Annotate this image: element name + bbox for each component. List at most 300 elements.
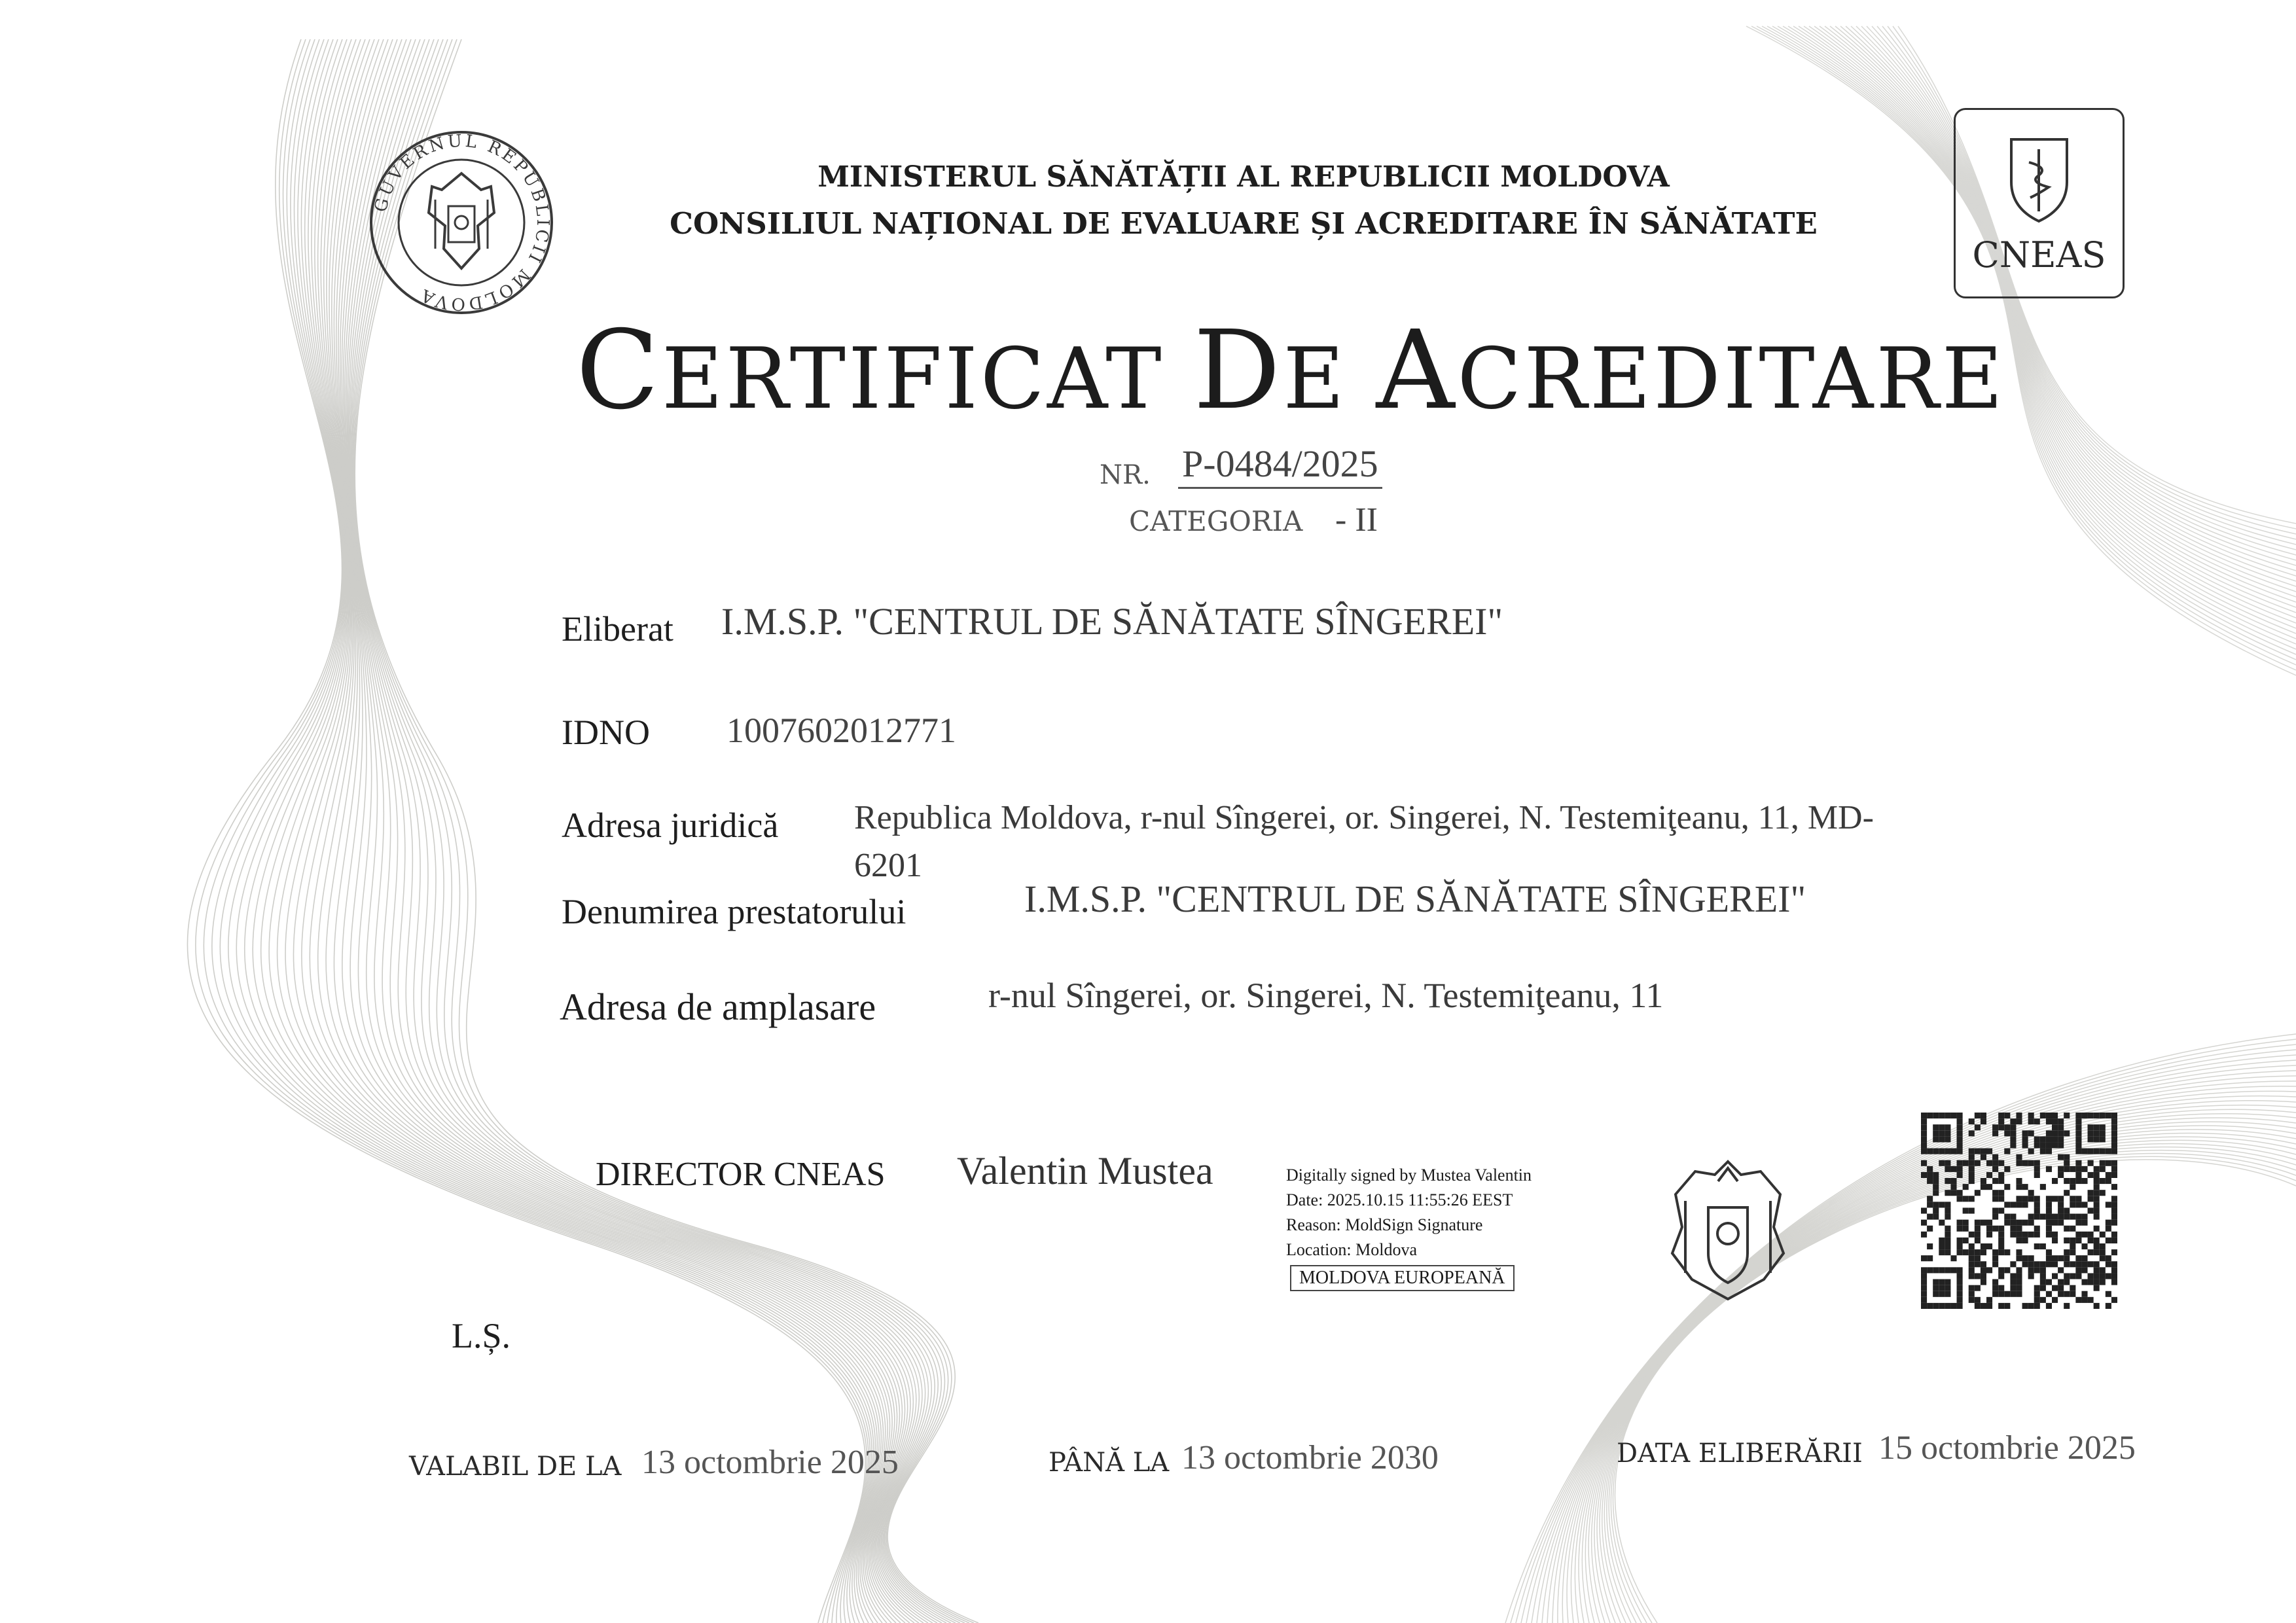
qr-module	[1950, 1267, 1956, 1273]
qr-module	[2040, 1267, 2046, 1273]
qr-module	[2070, 1243, 2075, 1249]
qr-module	[1933, 1285, 1939, 1291]
qr-module	[2040, 1214, 2046, 1220]
qr-module	[1957, 1285, 1963, 1291]
qr-module	[2094, 1178, 2100, 1184]
government-seal-icon	[367, 128, 556, 317]
qr-module	[1933, 1149, 1939, 1154]
qr-module	[1992, 1124, 1998, 1130]
qr-module	[1969, 1130, 1975, 1136]
qr-module	[1969, 1118, 1975, 1124]
qr-module	[2022, 1232, 2028, 1238]
qr-module	[1950, 1303, 1956, 1309]
qr-module	[2010, 1273, 2016, 1279]
qr-module	[2028, 1160, 2034, 1166]
qr-module	[1957, 1190, 1963, 1196]
qr-module	[2111, 1297, 2117, 1303]
qr-module	[1998, 1172, 2004, 1178]
qr-module	[1957, 1243, 1963, 1249]
qr-module	[2034, 1226, 2040, 1232]
eliberat-value: I.M.S.P. "CENTRUL DE SĂNĂTATE SÎNGEREI"	[721, 600, 1503, 643]
qr-module	[2094, 1243, 2100, 1249]
qr-module	[1939, 1303, 1945, 1309]
qr-module	[1921, 1220, 1927, 1226]
qr-module	[1975, 1160, 1981, 1166]
qr-module	[2075, 1220, 2081, 1226]
qr-module	[2058, 1130, 2064, 1136]
qr-module	[1957, 1142, 1963, 1148]
qr-module	[1975, 1238, 1981, 1243]
qr-module	[1998, 1303, 2004, 1309]
qr-module	[2034, 1232, 2040, 1238]
qr-module	[2094, 1172, 2100, 1178]
qr-module	[2064, 1113, 2070, 1118]
qr-module	[2058, 1166, 2064, 1172]
qr-module	[2058, 1118, 2064, 1124]
qr-module	[2070, 1261, 2075, 1267]
qr-module	[2094, 1196, 2100, 1202]
qr-module	[1927, 1202, 1933, 1207]
adresa-juridica-value-line2: 6201	[854, 847, 922, 884]
qr-module	[1969, 1285, 1975, 1291]
qr-module	[1933, 1178, 1939, 1184]
qr-module	[2046, 1255, 2052, 1261]
qr-module	[1992, 1190, 1998, 1196]
qr-module	[1939, 1238, 1945, 1243]
qr-module	[2111, 1238, 2117, 1243]
qr-module	[1921, 1255, 1927, 1261]
qr-module	[2088, 1261, 2094, 1267]
qr-module	[2022, 1220, 2028, 1226]
qr-module	[1969, 1196, 1975, 1202]
qr-module	[2064, 1178, 2070, 1184]
cneas-logo-icon	[1956, 110, 2123, 234]
qr-module	[2010, 1220, 2016, 1226]
qr-module	[2058, 1124, 2064, 1130]
qr-module	[2070, 1178, 2075, 1184]
qr-module	[1969, 1172, 1975, 1178]
qr-module	[2064, 1154, 2070, 1160]
qr-module	[1939, 1113, 1945, 1118]
qr-module	[1927, 1255, 1933, 1261]
qr-module	[2064, 1207, 2070, 1213]
qr-module	[1992, 1166, 1998, 1172]
qr-module	[2111, 1220, 2117, 1226]
qr-module	[2058, 1291, 2064, 1297]
qr-module	[2016, 1285, 2022, 1291]
qr-module	[2088, 1124, 2094, 1130]
qr-module	[1921, 1113, 1927, 1118]
qr-module	[2081, 1149, 2087, 1154]
qr-module	[1939, 1267, 1945, 1273]
qr-module	[2064, 1214, 2070, 1220]
qr-module	[2022, 1184, 2028, 1190]
qr-module	[2111, 1214, 2117, 1220]
qr-module	[1933, 1172, 1939, 1178]
qr-module	[2100, 1113, 2106, 1118]
qr-module	[1998, 1160, 2004, 1166]
qr-module	[2052, 1178, 2058, 1184]
idno-label: IDNO	[562, 713, 650, 752]
qr-module	[2100, 1255, 2106, 1261]
qr-module	[2088, 1207, 2094, 1213]
qr-module	[1927, 1214, 1933, 1220]
qr-module	[1957, 1220, 1963, 1226]
qr-module	[1921, 1130, 1927, 1136]
qr-module	[1998, 1226, 2004, 1232]
qr-module	[2070, 1226, 2075, 1232]
qr-module	[2046, 1202, 2052, 1207]
qr-module	[2088, 1196, 2094, 1202]
qr-module	[2100, 1190, 2106, 1196]
qr-module	[1969, 1267, 1975, 1273]
qr-module	[2094, 1226, 2100, 1232]
qr-module	[2022, 1202, 2028, 1207]
qr-module	[2106, 1261, 2111, 1267]
qr-module	[2100, 1243, 2106, 1249]
qr-module	[1950, 1149, 1956, 1154]
qr-module	[1986, 1232, 1992, 1238]
qr-module	[1981, 1273, 1986, 1279]
qr-module	[2075, 1178, 2081, 1184]
qr-module	[2016, 1273, 2022, 1279]
qr-module	[1963, 1184, 1969, 1190]
qr-module	[2034, 1202, 2040, 1207]
qr-module	[2052, 1232, 2058, 1238]
qr-module	[2106, 1160, 2111, 1166]
qr-module	[2075, 1136, 2081, 1142]
qr-module	[2028, 1273, 2034, 1279]
qr-module	[2052, 1130, 2058, 1136]
qr-module	[2034, 1136, 2040, 1142]
qr-module	[2094, 1303, 2100, 1309]
qr-module	[2010, 1261, 2016, 1267]
qr-module	[1957, 1273, 1963, 1279]
qr-module	[2058, 1255, 2064, 1261]
qr-module	[2010, 1285, 2016, 1291]
qr-module	[2111, 1149, 2117, 1154]
qr-module	[2034, 1118, 2040, 1124]
qr-module	[1998, 1285, 2004, 1291]
qr-module	[2111, 1142, 2117, 1148]
qr-module	[1998, 1249, 2004, 1255]
qr-module	[2052, 1196, 2058, 1202]
qr-module	[1921, 1142, 1927, 1148]
qr-module	[2075, 1267, 2081, 1273]
qr-module	[2100, 1136, 2106, 1142]
qr-module	[1921, 1232, 1927, 1238]
qr-module	[2106, 1255, 2111, 1261]
qr-module	[2088, 1232, 2094, 1238]
digital-signature-block	[1286, 1163, 1532, 1291]
qr-module	[1950, 1113, 1956, 1118]
qr-module	[2100, 1166, 2106, 1172]
guilloche-line	[1521, 1050, 2296, 1623]
qr-module	[2064, 1255, 2070, 1261]
qr-module	[2094, 1261, 2100, 1267]
qr-module	[2040, 1297, 2046, 1303]
issued-value: 15 octombrie 2025	[1878, 1429, 2136, 1467]
qr-module	[2075, 1196, 2081, 1202]
government-seal	[367, 128, 556, 317]
qr-module	[1957, 1279, 1963, 1285]
qr-module	[2111, 1136, 2117, 1142]
qr-module	[2058, 1207, 2064, 1213]
qr-module	[2094, 1124, 2100, 1130]
qr-module	[2081, 1166, 2087, 1172]
qr-module	[2100, 1232, 2106, 1238]
valid-to-value: 13 octombrie 2030	[1181, 1439, 1439, 1476]
cneas-logo	[1954, 108, 2125, 298]
qr-module	[1998, 1243, 2004, 1249]
qr-module	[2040, 1136, 2046, 1142]
qr-module	[2081, 1232, 2087, 1238]
qr-module	[2081, 1243, 2087, 1249]
qr-module	[2064, 1303, 2070, 1309]
qr-module	[2094, 1190, 2100, 1196]
qr-module	[2075, 1166, 2081, 1172]
qr-module	[1992, 1207, 1998, 1213]
qr-module	[2094, 1130, 2100, 1136]
qr-module	[1927, 1149, 1933, 1154]
qr-module	[2016, 1178, 2022, 1184]
qr-module	[2064, 1273, 2070, 1279]
qr-module	[2111, 1273, 2117, 1279]
qr-module	[1998, 1178, 2004, 1184]
qr-module	[1992, 1261, 1998, 1267]
qr-module	[2111, 1118, 2117, 1124]
qr-module	[2058, 1285, 2064, 1291]
qr-module	[2100, 1130, 2106, 1136]
qr-module	[2070, 1184, 2075, 1190]
qr-module	[1957, 1267, 1963, 1273]
qr-module	[2004, 1113, 2010, 1118]
qr-module	[2081, 1113, 2087, 1118]
qr-module	[1945, 1279, 1950, 1285]
qr-module	[2100, 1267, 2106, 1273]
qr-module	[1927, 1166, 1933, 1172]
qr-module	[1992, 1226, 1998, 1232]
qr-module	[1981, 1267, 1986, 1273]
qr-module	[1998, 1273, 2004, 1279]
qr-module	[1933, 1207, 1939, 1213]
qr-module	[2016, 1232, 2022, 1238]
qr-module	[2106, 1226, 2111, 1232]
qr-module	[2004, 1149, 2010, 1154]
qr-module	[2046, 1261, 2052, 1267]
qr-module	[2016, 1196, 2022, 1202]
qr-module	[1927, 1178, 1933, 1184]
qr-module	[1969, 1273, 1975, 1279]
qr-module	[2010, 1226, 2016, 1232]
qr-module	[2058, 1214, 2064, 1220]
qr-module	[2100, 1178, 2106, 1184]
qr-module	[2022, 1196, 2028, 1202]
qr-module	[2004, 1303, 2010, 1309]
qr-module	[2034, 1160, 2040, 1166]
qr-module	[2016, 1160, 2022, 1166]
qr-module	[1981, 1220, 1986, 1226]
qr-module	[2010, 1130, 2016, 1136]
qr-module	[2016, 1154, 2022, 1160]
qr-module	[1927, 1196, 1933, 1202]
qr-module	[2081, 1220, 2087, 1226]
qr-module	[2075, 1172, 2081, 1178]
category-label: CATEGORIA	[1129, 505, 1303, 537]
qr-module	[2022, 1142, 2028, 1148]
qr-module	[2022, 1136, 2028, 1142]
qr-module	[2100, 1279, 2106, 1285]
qr-module	[2094, 1149, 2100, 1154]
signature-location: Location: Moldova	[1286, 1240, 1418, 1259]
qr-module	[2028, 1130, 2034, 1136]
qr-module	[1945, 1130, 1950, 1136]
qr-module	[2100, 1124, 2106, 1130]
qr-module	[2058, 1172, 2064, 1178]
qr-module	[2106, 1220, 2111, 1226]
qr-module	[2094, 1136, 2100, 1142]
qr-module	[1992, 1291, 1998, 1297]
qr-module	[1921, 1297, 1927, 1303]
valid-from-value: 13 octombrie 2025	[641, 1444, 899, 1481]
qr-module	[1998, 1124, 2004, 1130]
qr-module	[1939, 1202, 1945, 1207]
qr-module	[2034, 1166, 2040, 1172]
qr-module	[1975, 1261, 1981, 1267]
qr-module	[2111, 1232, 2117, 1238]
qr-module	[1986, 1243, 1992, 1249]
qr-module	[1957, 1130, 1963, 1136]
qr-module	[2094, 1285, 2100, 1291]
qr-module	[2064, 1190, 2070, 1196]
qr-module	[1939, 1149, 1945, 1154]
qr-module	[1927, 1226, 1933, 1232]
qr-module	[2040, 1279, 2046, 1285]
qr-module	[1986, 1297, 1992, 1303]
qr-module	[1921, 1124, 1927, 1130]
qr-module	[2040, 1142, 2046, 1148]
qr-module	[2028, 1220, 2034, 1226]
qr-module	[1998, 1238, 2004, 1243]
qr-module	[2075, 1124, 2081, 1130]
qr-module	[2106, 1172, 2111, 1178]
qr-module	[1945, 1214, 1950, 1220]
qr-module	[1975, 1124, 1981, 1130]
qr-module	[1963, 1160, 1969, 1166]
qr-module	[2075, 1214, 2081, 1220]
qr-module	[1986, 1226, 1992, 1232]
qr-module	[2016, 1220, 2022, 1226]
qr-module	[1957, 1291, 1963, 1297]
qr-module	[2070, 1196, 2075, 1202]
qr-module	[2046, 1249, 2052, 1255]
qr-module	[1933, 1202, 1939, 1207]
qr-module	[1921, 1149, 1927, 1154]
qr-module	[2111, 1196, 2117, 1202]
qr-module	[2075, 1273, 2081, 1279]
qr-module	[1950, 1178, 1956, 1184]
number-label: NR.	[1100, 460, 1151, 490]
certificate-title: CERTIFICAT DE ACREDITARE	[576, 308, 2005, 434]
guilloche-line	[1532, 1060, 2296, 1623]
qr-module	[2088, 1149, 2094, 1154]
qr-module	[1945, 1178, 1950, 1184]
qr-module	[1986, 1267, 1992, 1273]
qr-module	[2022, 1303, 2028, 1309]
qr-module	[1933, 1184, 1939, 1190]
qr-module	[2034, 1291, 2040, 1297]
qr-module	[2028, 1118, 2034, 1124]
qr-module	[2040, 1149, 2046, 1154]
qr-module	[1981, 1243, 1986, 1249]
qr-module	[2016, 1267, 2022, 1273]
qr-module	[1945, 1267, 1950, 1273]
qr-module	[2052, 1255, 2058, 1261]
qr-module	[2010, 1124, 2016, 1130]
qr-module	[1933, 1267, 1939, 1273]
qr-module	[2034, 1303, 2040, 1309]
qr-module	[2058, 1142, 2064, 1148]
svg-text:GUVERNUL REPUBLICII MOLDOVA: GUVERNUL REPUBLICII MOLDOVA	[370, 131, 553, 314]
qr-module	[1957, 1166, 1963, 1172]
adresa-juridica-label: Adresa juridică	[562, 806, 779, 845]
qr-module	[2016, 1291, 2022, 1297]
qr-module	[2004, 1214, 2010, 1220]
qr-module	[1945, 1232, 1950, 1238]
qr-module	[1969, 1166, 1975, 1172]
qr-module	[1992, 1160, 1998, 1166]
qr-module	[2052, 1273, 2058, 1279]
qr-module	[1950, 1255, 1956, 1261]
qr-module	[2106, 1291, 2111, 1297]
qr-module	[1945, 1160, 1950, 1166]
qr-module	[2016, 1113, 2022, 1118]
qr-module	[1945, 1190, 1950, 1196]
qr-module	[2100, 1160, 2106, 1166]
qr-module	[2075, 1130, 2081, 1136]
qr-module	[1957, 1113, 1963, 1118]
qr-module	[2111, 1172, 2117, 1178]
qr-module	[1969, 1149, 1975, 1154]
qr-module	[2046, 1207, 2052, 1213]
eliberat-label: Eliberat	[562, 609, 673, 649]
qr-module	[2088, 1113, 2094, 1118]
qr-module	[1992, 1214, 1998, 1220]
qr-module	[1933, 1291, 1939, 1297]
qr-module	[2111, 1124, 2117, 1130]
issued-label: DATA ELIBERĂRII	[1617, 1438, 1863, 1469]
qr-module	[1921, 1172, 1927, 1178]
valid-to-label: PÂNĂ LA	[1049, 1448, 1170, 1478]
qr-module	[2094, 1113, 2100, 1118]
qr-module	[2004, 1184, 2010, 1190]
guilloche-line	[1516, 1044, 2296, 1623]
qr-module	[2010, 1202, 2016, 1207]
qr-module	[2016, 1279, 2022, 1285]
qr-module	[2075, 1297, 2081, 1303]
qr-module	[2088, 1172, 2094, 1178]
qr-module	[2088, 1130, 2094, 1136]
qr-module	[2064, 1279, 2070, 1285]
qr-module	[1981, 1178, 1986, 1184]
qr-module	[1939, 1124, 1945, 1130]
qr-module	[2010, 1136, 2016, 1142]
qr-module	[2046, 1142, 2052, 1148]
qr-module	[1992, 1154, 1998, 1160]
qr-module	[1933, 1279, 1939, 1285]
qr-module	[1945, 1226, 1950, 1232]
qr-module	[1992, 1249, 1998, 1255]
